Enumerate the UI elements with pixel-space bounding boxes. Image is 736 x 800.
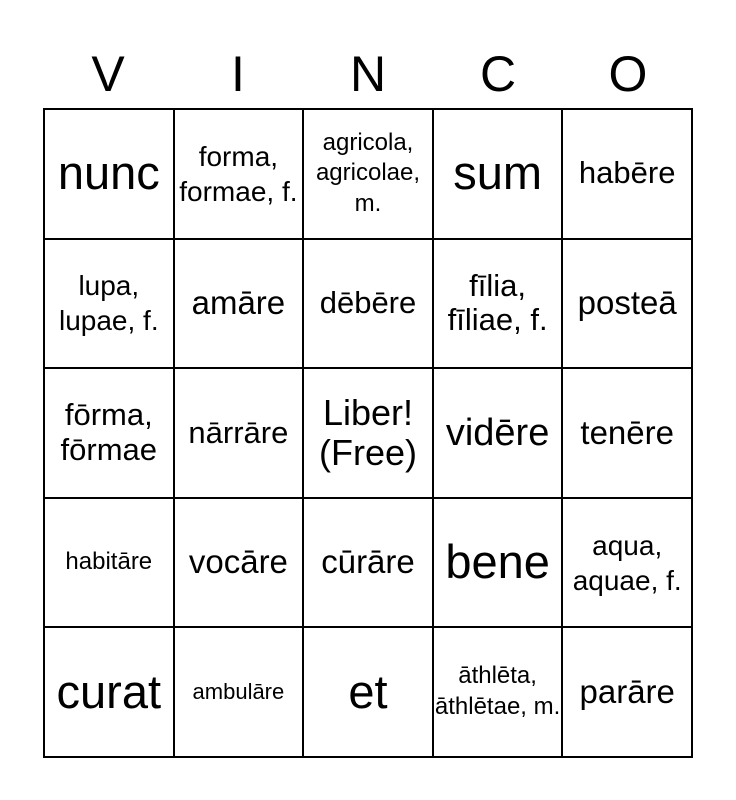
bingo-cell[interactable]: vidēre <box>433 368 563 498</box>
header-letter-o: O <box>608 46 648 102</box>
bingo-cell[interactable]: amāre <box>174 239 304 369</box>
bingo-cell[interactable]: lupa, lupae, f. <box>44 239 174 369</box>
bingo-cell[interactable]: posteā <box>562 239 692 369</box>
bingo-cell[interactable]: sum <box>433 109 563 239</box>
bingo-cell[interactable]: nārrāre <box>174 368 304 498</box>
bingo-cell[interactable]: ambulāre <box>174 627 304 757</box>
bingo-cell[interactable]: et <box>303 627 433 757</box>
header-letter-i: I <box>231 46 245 102</box>
bingo-cell[interactable]: forma, formae, f. <box>174 109 304 239</box>
bingo-cell[interactable]: aqua, aquae, f. <box>562 498 692 628</box>
free-space-cell[interactable]: Liber! (Free) <box>303 368 433 498</box>
bingo-cell[interactable]: parāre <box>562 627 692 757</box>
bingo-cell[interactable]: nunc <box>44 109 174 239</box>
bingo-cell[interactable]: fōrma, fōrmae <box>44 368 174 498</box>
bingo-cell[interactable]: āthlēta, āthlētae, m. <box>433 627 563 757</box>
bingo-cell[interactable]: curat <box>44 627 174 757</box>
bingo-cell[interactable]: cūrāre <box>303 498 433 628</box>
bingo-cell[interactable]: tenēre <box>562 368 692 498</box>
header-letter-v: V <box>91 46 125 102</box>
bingo-cell[interactable]: agricola, agricolae, m. <box>303 109 433 239</box>
bingo-cell[interactable]: habitāre <box>44 498 174 628</box>
header-letter-c: C <box>479 46 517 102</box>
bingo-grid <box>43 108 693 758</box>
bingo-cell[interactable]: dēbēre <box>303 239 433 369</box>
bingo-cell[interactable]: fīlia, fīliae, f. <box>433 239 563 369</box>
bingo-header <box>43 40 693 108</box>
bingo-cell[interactable]: bene <box>433 498 563 628</box>
header-letter-n: N <box>349 46 387 102</box>
bingo-cell[interactable]: vocāre <box>174 498 304 628</box>
bingo-cell[interactable]: habēre <box>562 109 692 239</box>
